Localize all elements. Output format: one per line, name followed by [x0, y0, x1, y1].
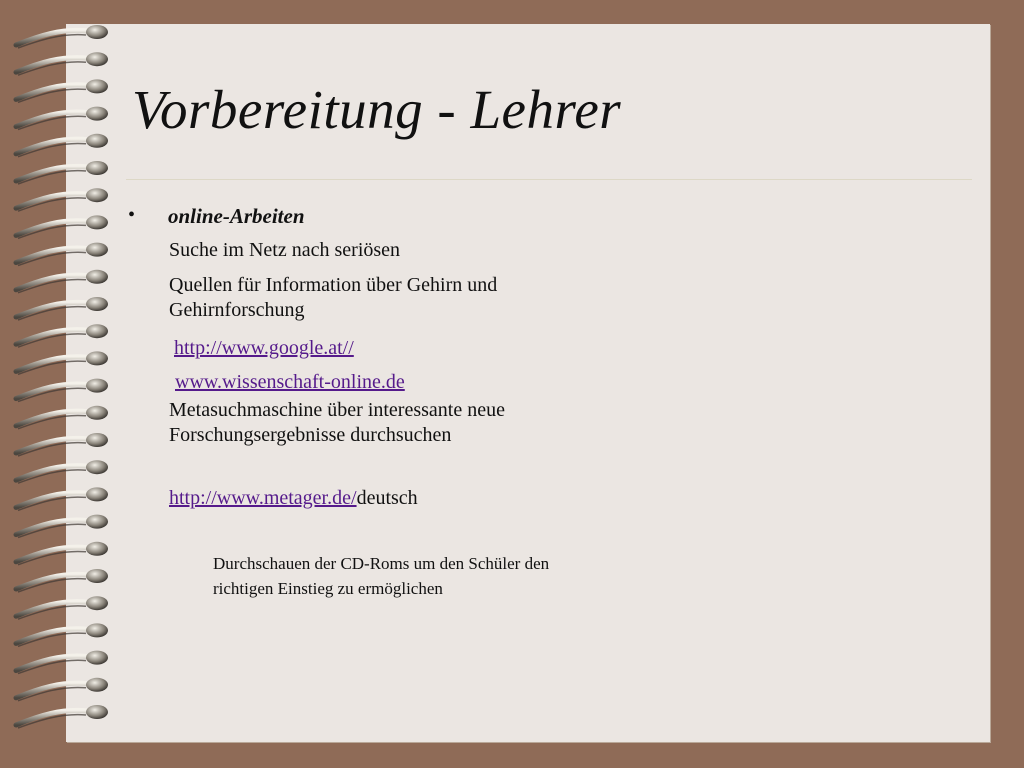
bullet-point: •	[128, 204, 136, 226]
link-wissenschaft-online[interactable]: www.wissenschaft-online.de	[175, 371, 405, 393]
text-metasearch: Metasuchmaschine über interessante neue Forschungsergebnisse durchsuchen	[169, 399, 505, 446]
link-google[interactable]: http://www.google.at//	[174, 337, 354, 359]
link-metager[interactable]: http://www.metager.de/	[169, 487, 357, 509]
link-metager-row	[169, 486, 559, 511]
metager-suffix: deutsch	[356, 487, 418, 509]
title-divider	[126, 179, 972, 180]
text-sources: Quellen für Information über Gehirn und Gehirnforschung	[169, 274, 498, 321]
text-cd-roms: Durchschauen der CD-Roms um den Schüler den richtigen Einstieg zu ermöglichen	[213, 554, 550, 598]
text-search-intro: Suche im Netz nach seriösen	[169, 239, 401, 261]
link-wissenschaft-row	[175, 370, 565, 395]
page-title: Vorbereitung - Lehrer	[132, 79, 622, 140]
link-google-row	[174, 336, 564, 361]
bullet-heading: online-Arbeiten	[168, 204, 305, 228]
